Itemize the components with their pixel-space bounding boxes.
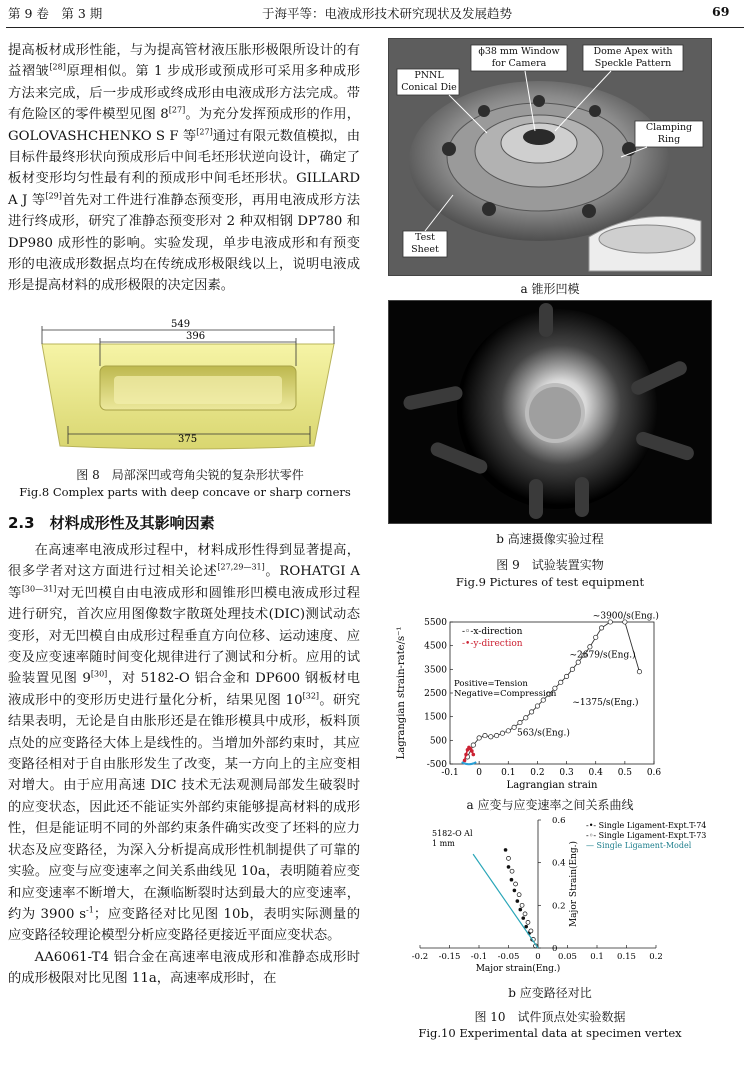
data-point-t74 <box>521 916 525 920</box>
y-axis-label: Lagrangian strain-rate/s⁻¹ <box>396 626 407 760</box>
fig10a-subcaption: a 应变与应变速率之间关系曲线 <box>466 798 634 812</box>
chart-10a-svg <box>392 611 692 792</box>
data-point-t73 <box>510 869 514 873</box>
data-point-t74 <box>524 925 528 929</box>
y-tick-label: 1500 <box>424 712 447 723</box>
data-point-x-direction <box>471 743 475 747</box>
legend-x-direction: -◦-x-direction <box>462 627 523 637</box>
y-tick-label: 2500 <box>424 689 447 699</box>
data-point-x-direction <box>529 710 533 714</box>
x-axis-label: Lagrangian strain <box>506 780 598 791</box>
y-tick-label: 0.6 <box>552 816 566 826</box>
figure-8-part-render <box>38 318 338 458</box>
data-point-y-direction <box>472 753 476 757</box>
x-tick-label: 0.4 <box>588 768 603 778</box>
data-point-y-direction <box>463 759 467 763</box>
label-pnnl-die: PNNL Conical Die <box>401 70 457 93</box>
label-dome-apex: Dome Apex with Speckle Pattern <box>593 46 673 69</box>
y-axis-label: Major Strain(Eng.) <box>569 840 579 928</box>
data-point-x-direction <box>518 720 522 724</box>
section-heading: 2.3 材料成形性及其影响因素 <box>8 514 215 532</box>
data-point-x-direction <box>559 680 563 684</box>
x-tick-label: 0.6 <box>646 768 662 778</box>
label-camera-window: ϕ38 mm Window for Camera <box>478 46 560 69</box>
annotation: ~2679/s(Eng.) <box>569 650 636 661</box>
data-point-t73 <box>514 882 518 886</box>
x-axis-label: Major strain(Eng.) <box>475 964 561 974</box>
page-number: 69 <box>712 4 730 19</box>
data-point-x-direction <box>489 735 493 739</box>
figure-10b-chart <box>392 816 707 984</box>
label-clamping-ring: Clamping Ring <box>645 122 693 145</box>
data-point-t74 <box>504 848 508 852</box>
fig9-caption-en: Fig.9 Pictures of test equipment <box>455 575 645 589</box>
note-material: 5182-O Al <box>432 829 473 838</box>
dim-549: 549 <box>171 319 191 330</box>
data-point-x-direction <box>500 731 504 735</box>
x-tick-label: -0.15 <box>438 952 461 962</box>
dim-375: 375 <box>178 434 198 445</box>
data-point-x-direction <box>477 736 481 740</box>
data-point-x-direction <box>564 674 568 678</box>
data-point-x-direction <box>588 645 592 649</box>
legend-model: — Single Ligament-Model <box>586 841 692 850</box>
data-point-y-direction <box>470 749 474 753</box>
y-tick-label: 500 <box>429 736 447 747</box>
x-tick-label: 0 <box>476 768 483 778</box>
header-rule <box>6 27 744 28</box>
fig10b-subcaption: b 应变路径对比 <box>508 986 592 1000</box>
fig8-caption-cn: 图 8 局部深凹或弯角尖锐的复杂形状零件 <box>76 468 304 482</box>
data-point-x-direction <box>524 716 528 720</box>
x-tick-label: -0.1 <box>470 952 488 962</box>
x-tick-label: 0.05 <box>558 952 577 962</box>
fig9b-subcaption: b 高速摄像实验过程 <box>496 532 604 546</box>
x-tick-label: 0.1 <box>590 952 604 962</box>
data-point-x-direction <box>494 733 498 737</box>
fig9-caption-cn: 图 9 试验装置实物 <box>496 558 604 572</box>
dim-396: 396 <box>186 331 206 342</box>
figure-10a-chart <box>392 611 692 792</box>
data-point-x-direction <box>637 670 641 674</box>
data-point-t73 <box>526 920 530 924</box>
legend-t73: -◦- Single Ligament-Expt.T-73 <box>586 831 707 840</box>
y-tick-label: 5500 <box>424 618 447 628</box>
data-point-x-direction <box>535 704 539 708</box>
data-point-t74 <box>510 878 514 882</box>
data-point-x-direction <box>594 635 598 639</box>
data-point-t74 <box>519 908 523 912</box>
data-point-t73 <box>517 893 521 897</box>
data-point-t73 <box>523 912 527 916</box>
legend-y-direction: -•-y-direction <box>462 639 523 649</box>
data-point-x-direction <box>483 733 487 737</box>
chart-10b-svg <box>392 816 707 984</box>
legend-t74: -•- Single Ligament-Expt.T-74 <box>586 821 707 830</box>
x-tick-label: 0.3 <box>559 768 574 778</box>
fig8-caption-en: Fig.8 Complex parts with deep concave or sharp corners <box>19 485 351 499</box>
x-tick-label: 0.2 <box>530 768 545 778</box>
x-tick-label: -0.2 <box>411 952 429 962</box>
series-model-line <box>473 854 538 948</box>
data-point-x-direction <box>506 729 510 733</box>
data-point-x-direction <box>599 626 603 630</box>
data-point-x-direction <box>512 725 516 729</box>
running-header-title: 于海平等：电液成形技术研究现状及发展趋势 <box>262 6 513 21</box>
x-tick-label: -0.1 <box>441 768 459 778</box>
y-tick-label: 3500 <box>424 665 447 676</box>
note-compression: Negative=Compression <box>454 689 557 699</box>
data-point-t73 <box>507 856 511 860</box>
figure-9a-photo <box>388 38 712 276</box>
data-point-t74 <box>507 865 511 869</box>
y-tick-label: 0.2 <box>552 901 566 912</box>
fig9a-subcaption: a 锥形凹模 <box>520 282 580 296</box>
note-material: 1 mm <box>432 839 455 848</box>
data-point-y-direction <box>464 753 468 757</box>
data-point-t74 <box>513 889 517 893</box>
running-header-left: 第 9 卷 第 3 期 <box>8 6 103 21</box>
y-direction-mark <box>462 762 477 764</box>
data-point-t74 <box>516 899 520 903</box>
annotation: ~1375/s(Eng.) <box>572 697 639 708</box>
x-tick-label: 0 <box>535 952 541 962</box>
data-point-x-direction <box>570 667 574 671</box>
y-tick-label: 4500 <box>424 641 447 652</box>
paragraph-2: 在高速率电液成形过程中，材料成形性得到显著提高，很多学者对这方面进行过相关论述[27,29—31]。ROHATGI A 等[30—31]对无凹模自由电液成形和圆锥形凹模电液成形过程进行研究，首次应用图像数字散斑处理技术(DIC)测试动态变形，对无凹模自由成形过程垂直方向位移、运动速度、应变及应变速率随时间变化规律进行了测试和分析。应用的试验装置见图 9[30]，对 5182-O 铝合金和 DP600 钢板材电液成形中的变形历史进行量化分析，结果见图 10[32]。研究结果表明，无论是自由胀形还是在锥形模具中成形，板料顶点处的应变路径大体上是线性的。当增加外部约束时，其应变路径相对于自由胀形发生了改变，某一方向上的主应变相对增大。由于应用高速 DIC 技术无法观测局部发生破裂时的应变状态，因此还不能证实外部约束能够提高材料的成形性，但是能证明不同的外部约束条件确实改变了坯料的应力状态及应变路径，为深入分析提高成形性机制提供了可靠的实验。应变与应变速率之间关系曲线见 10a，表明随着应变和应变速率不断增大，在濒临断裂时达到最大的应变速率，约为 3900 $s^{-1}$；应变路径对比见图 10b，表明实际测量的应变路径较理论模型分析应变路径更接近平面应变状态。 AA6061-T4 铝合金在高速率电液成形和准静态成形时的成形极限对比见图 11a，高速率成形时，在 <box>8 540 360 990</box>
figure-9b-photo <box>388 300 712 524</box>
x-tick-label: 0.5 <box>617 768 633 778</box>
data-point-x-direction <box>576 660 580 664</box>
paragraph-3: AA6061-T4 铝合金在高速率电液成形和准静态成形时的成形极限对比见图 11a，高速率成形时，在 <box>8 949 360 987</box>
note-tension: Positive=Tension <box>454 679 528 689</box>
annotation: ~3900/s(Eng.) <box>592 611 659 622</box>
x-tick-label: -0.05 <box>497 952 520 962</box>
fig10-caption-cn: 图 10 试件顶点处实验数据 <box>474 1010 626 1024</box>
x-tick-label: 0.2 <box>649 952 663 962</box>
fig10-caption-en: Fig.10 Experimental data at specimen vertex <box>418 1026 682 1040</box>
x-tick-label: 0.1 <box>501 768 516 778</box>
x-tick-label: 0.15 <box>617 952 636 962</box>
annotation: 563/s(Eng.) <box>517 728 570 739</box>
label-test-sheet: Test Sheet <box>411 232 439 255</box>
data-point-t73 <box>529 929 533 933</box>
paragraph-1: 提高板材成形性能，与为提高管材液压胀形极限所设计的有益褶皱[28]原理相似。第 1 步成形或预成形可采用多种成形方法来完成，后一步成形或终成形由电液成形方法完成。带有危险区的零件模型见图 8[27]。为充分发挥预成形的作用，GOLOVASHCHENKO S F 等[27]通过有限元数值模拟，由目标件最终形状向预成形后中间毛坯形状逆向设计，确定了板材变形均匀性最有利的预成形中间毛坯形状。GILLARD A J 等[29]首先对工件进行准静态预变形，再用电液成形方法进行终成形，研究了准静态预变形对 2 种双相钢 DP780 和 DP980 成形性的影响。实验发现，单步电液成形和有预变形的电液成形数据点均在传统成形极限线以上，说明电液成形是提高材料的成形极限的决定因素。 <box>8 43 361 294</box>
y-tick-label: -500 <box>426 760 447 770</box>
y-tick-label: 0 <box>552 944 558 954</box>
data-point-t73 <box>520 903 524 907</box>
y-tick-label: 0.4 <box>552 858 566 869</box>
